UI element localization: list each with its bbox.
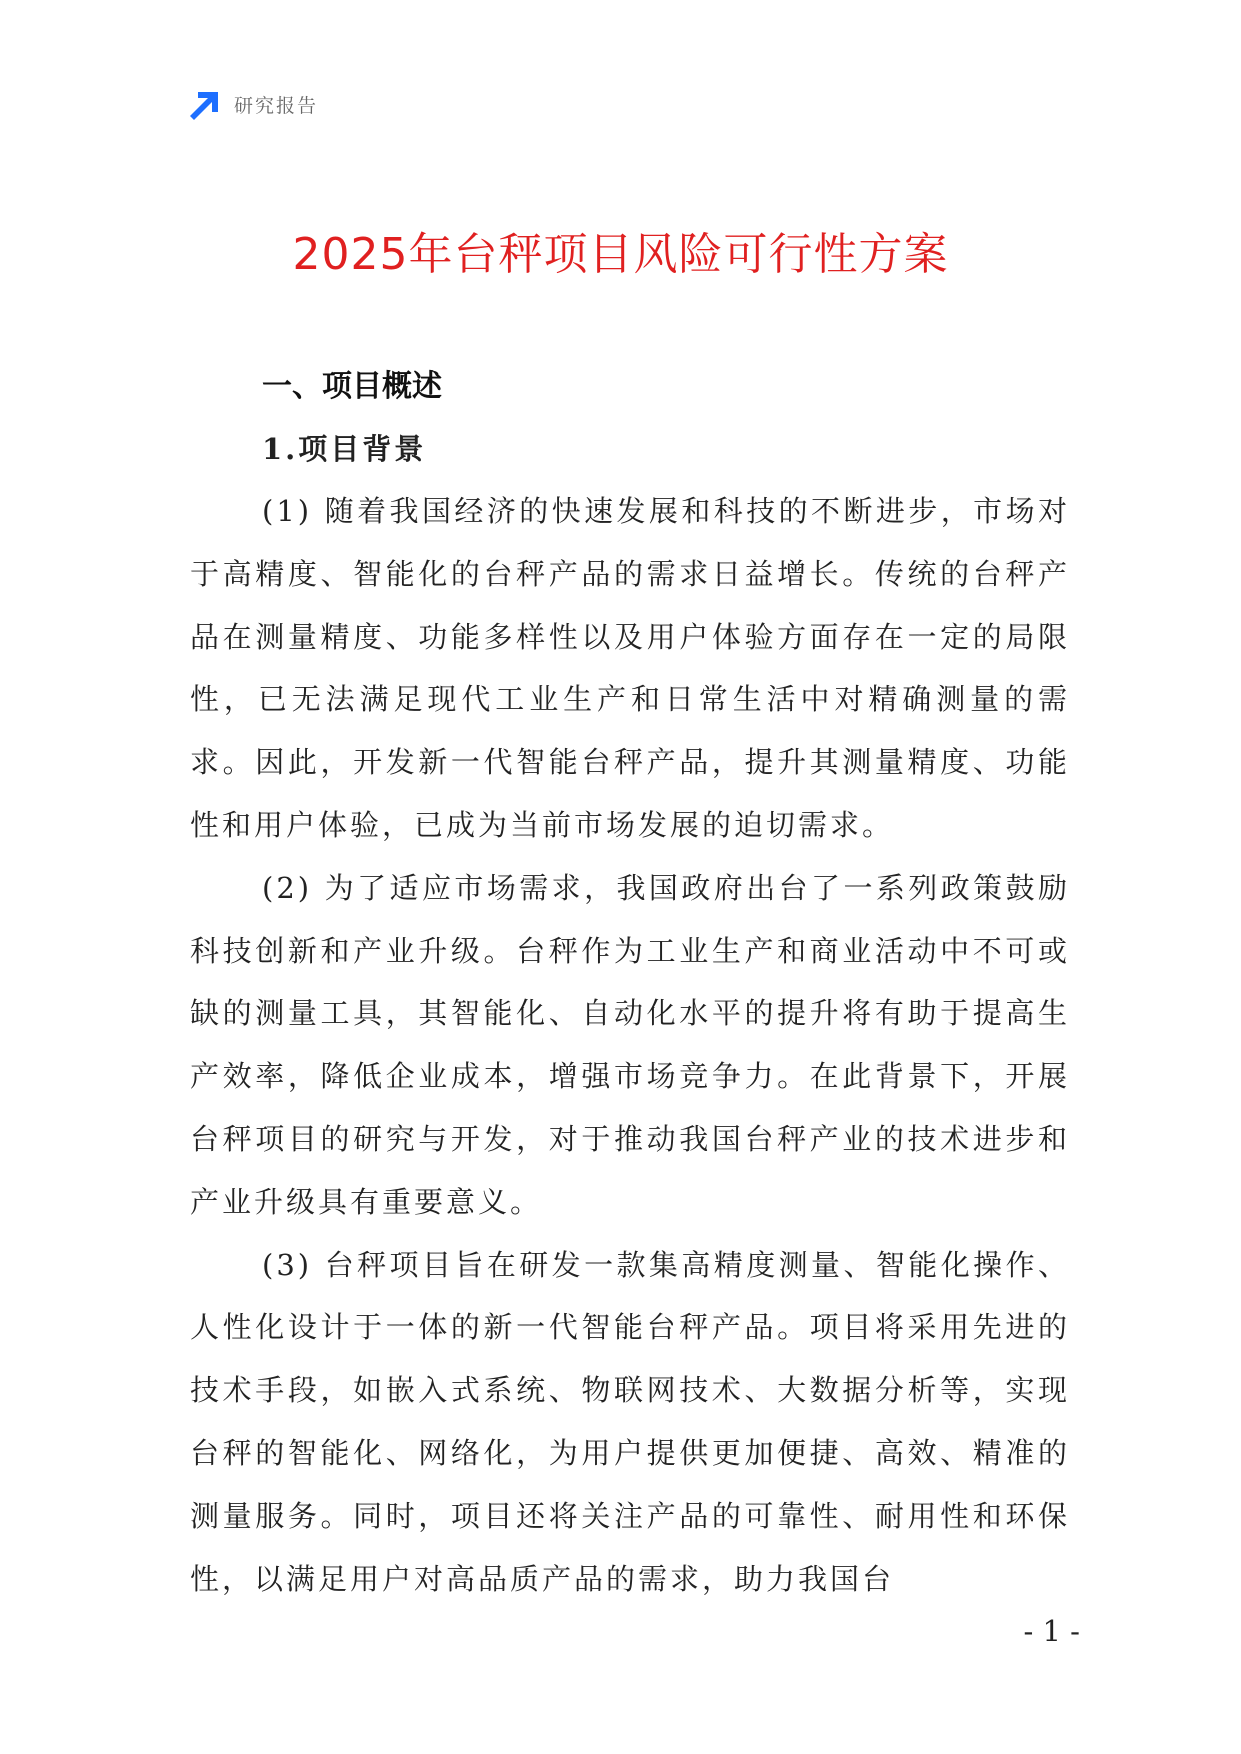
subsection-heading: 1.项目背景 xyxy=(262,432,427,466)
header-label: 研究报告 xyxy=(234,94,319,117)
document-body xyxy=(190,356,1070,1610)
arrow-up-right-icon xyxy=(190,88,222,120)
document-title: 2025年台秤项目风险可行性方案 xyxy=(292,229,949,280)
page-number: - 1 - xyxy=(1023,1614,1080,1648)
paragraph-2: (2) 为了适应市场需求，我国政府出台了一系列政策鼓励科技创新和产业升级。台秤作为工业生产和商业活动中不可或缺的测量工具，其智能化、自动化水平的提升将有助于提高生产效率，降低企业成本，增强市场竞争力。在此背景下，开展台秤项目的研究与开发，对于推动我国台秤产业的技术进步和产业升级具有重要意义。 xyxy=(190,870,1070,1219)
section-heading: 一、项目概述 xyxy=(262,369,442,404)
page-header xyxy=(190,88,318,120)
paragraph-1: (1) 随着我国经济的快速发展和科技的不断进步，市场对于高精度、智能化的台秤产品的需求日益增长。传统的台秤产品在测量精度、功能多样性以及用户体验方面存在一定的局限性，已无法满足现代工业生产和日常生活中对精确测量的需求。因此，开发新一代智能台秤产品，提升其测量精度、功能性和用户体验，已成为当前市场发展的迫切需求。 xyxy=(190,494,1070,842)
paragraph-3: (3) 台秤项目旨在研发一款集高精度测量、智能化操作、人性化设计于一体的新一代智能台秤产品。项目将采用先进的技术手段，如嵌入式系统、物联网技术、大数据分析等，实现台秤的智能化、网络化，为用户提供更加便捷、高效、精准的测量服务。同时，项目还将关注产品的可靠性、耐用性和环保性，以满足用户对高品质产品的需求，助力我国台 xyxy=(190,1247,1070,1596)
